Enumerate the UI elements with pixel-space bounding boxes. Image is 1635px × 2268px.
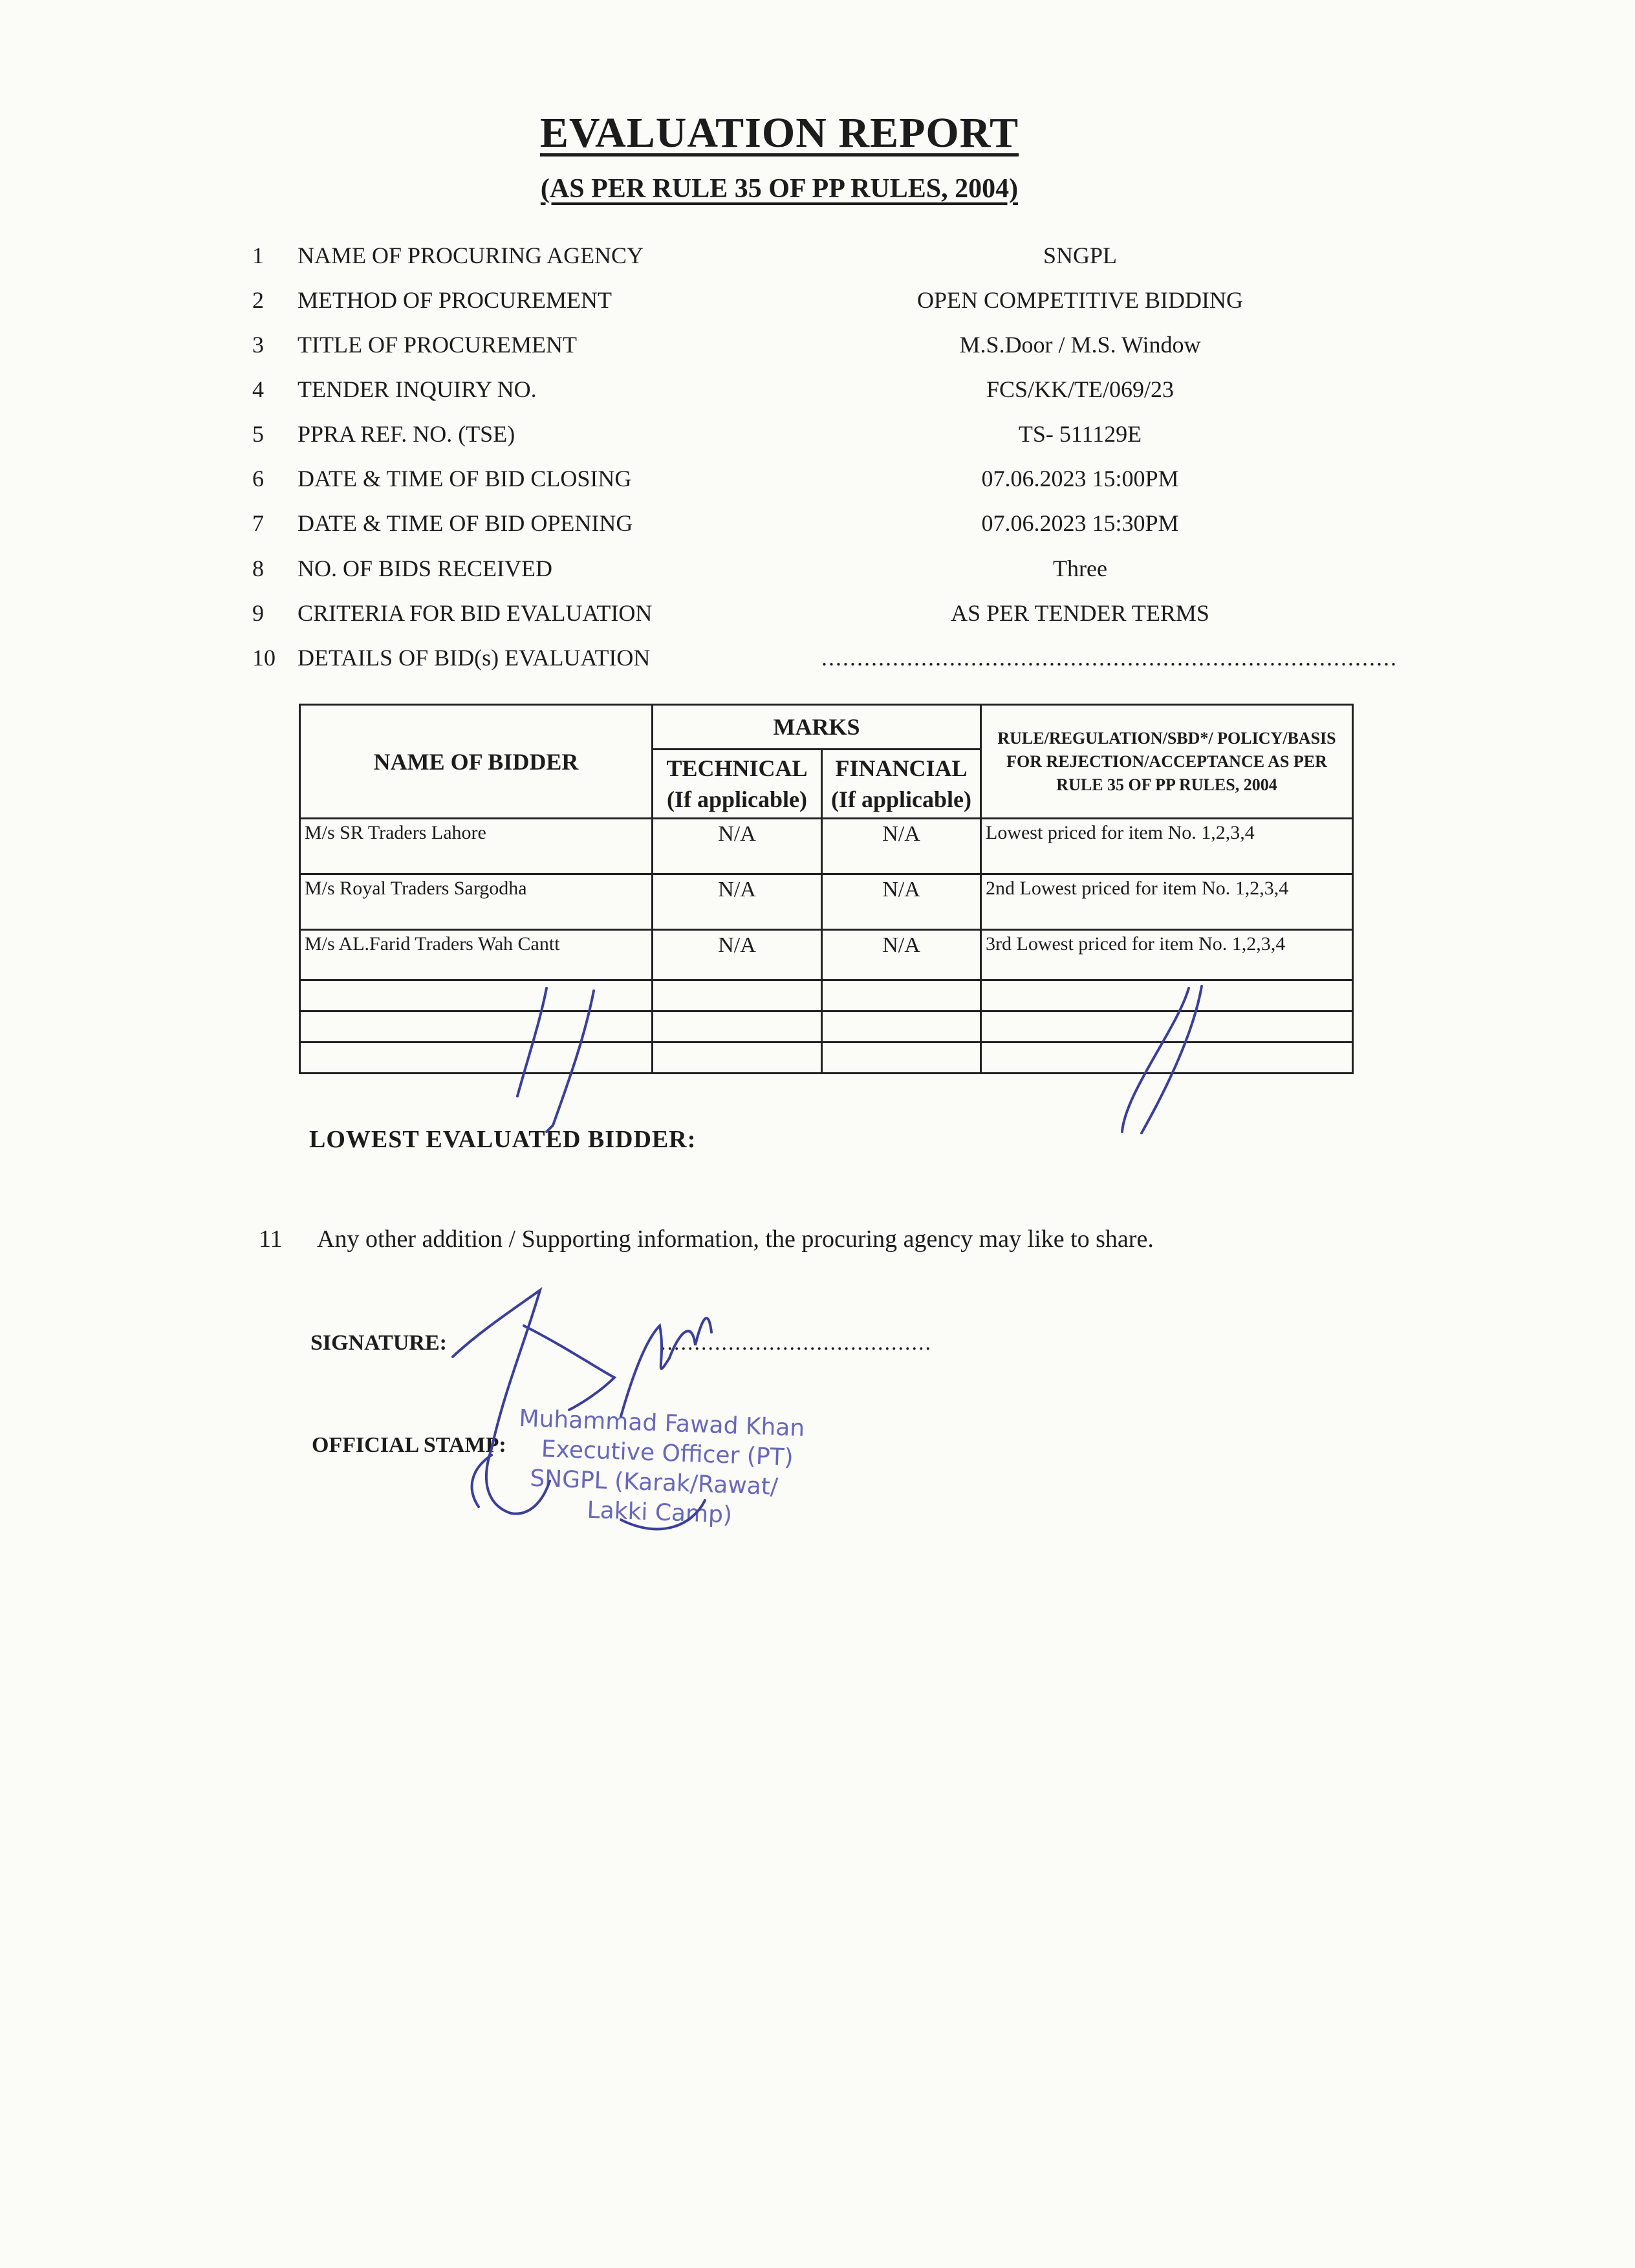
technical-header — [653, 750, 822, 819]
field-value: AS PER TENDER TERMS — [951, 600, 1209, 626]
field-value: M.S.Door / M.S. Window — [959, 332, 1201, 358]
stamp-line: SNGPL (Karak/Rawat/ — [529, 1465, 779, 1500]
field-number: 6 — [252, 466, 264, 491]
official-stamp — [515, 1404, 856, 1535]
table-header-row — [300, 705, 1353, 750]
table-row — [300, 819, 1353, 874]
field-label: DETAILS OF BID(s) EVALUATION — [298, 645, 651, 671]
lowest-evaluated-bidder-label: LOWEST EVALUATED BIDDER: — [309, 1126, 697, 1153]
bidder-name: M/s SR Traders Lahore — [300, 819, 653, 874]
field-label: TITLE OF PROCUREMENT — [298, 332, 577, 358]
signature-line — [310, 1331, 932, 1355]
field-label: DATE & TIME OF BID CLOSING — [298, 466, 632, 491]
field-label: NAME OF PROCURING AGENCY — [298, 243, 644, 268]
financial-if-applicable: (If applicable) — [830, 786, 971, 812]
signature-scrawl — [472, 1455, 492, 1507]
field-row-method — [0, 286, 1635, 325]
field-row-title — [0, 331, 1635, 370]
field-row-bid-closing — [0, 465, 1635, 504]
field-number: 5 — [252, 421, 264, 447]
field-value: FCS/KK/TE/069/23 — [986, 376, 1175, 402]
field-row-procuring-agency — [0, 242, 1635, 281]
empty-table-row — [300, 1011, 1353, 1042]
rule-basis-header: RULE/REGULATION/SBD*/ POLICY/BASIS FOR REJECTION/ACCEPTANCE AS PER RULE 35 OF PP RULES, 2004 — [981, 705, 1353, 819]
field-number: 11 — [259, 1226, 283, 1253]
technical-if-applicable: (If applicable) — [666, 786, 807, 812]
technical-header-label: TECHNICAL — [666, 755, 808, 781]
field-value: 07.06.2023 15:30PM — [981, 510, 1179, 536]
financial-mark: N/A — [822, 819, 981, 874]
field-value: 07.06.2023 15:00PM — [981, 466, 1179, 491]
financial-header — [822, 750, 981, 819]
field-label: PPRA REF. NO. (TSE) — [298, 421, 515, 447]
report-subtitle: (AS PER RULE 35 OF PP RULES, 2004) — [540, 174, 1019, 204]
field-value: Three — [1053, 556, 1107, 581]
evaluation-basis: Lowest priced for item No. 1,2,3,4 — [981, 819, 1353, 874]
bidder-name: M/s Royal Traders Sargodha — [300, 874, 653, 930]
field-number: 1 — [252, 243, 264, 268]
technical-mark: N/A — [653, 930, 822, 980]
field-number: 9 — [252, 600, 264, 626]
field-number: 8 — [252, 556, 264, 581]
field-value: OPEN COMPETITIVE BIDDING — [917, 287, 1243, 313]
table-row — [300, 930, 1353, 980]
supporting-info-text: Any other addition / Supporting information, the procuring agency may like to share. — [317, 1226, 1154, 1253]
technical-mark: N/A — [653, 819, 822, 874]
field-row-bids-received — [0, 555, 1635, 594]
stamp-line: Lakki Camp) — [586, 1496, 733, 1529]
field-number: 7 — [252, 510, 264, 536]
field-label: NO. OF BIDS RECEIVED — [298, 556, 553, 581]
evaluation-basis: 3rd Lowest priced for item No. 1,2,3,4 — [981, 930, 1353, 980]
financial-mark: N/A — [822, 874, 981, 930]
field-number: 2 — [252, 287, 264, 313]
field-label: TENDER INQUIRY NO. — [298, 376, 537, 402]
evaluation-basis: 2nd Lowest priced for item No. 1,2,3,4 — [981, 874, 1353, 930]
empty-table-row — [300, 980, 1353, 1011]
official-stamp-label: OFFICIAL STAMP: — [312, 1433, 506, 1457]
stamp-line: Executive Officer (PT) — [541, 1436, 794, 1471]
field-row-bid-opening — [0, 510, 1635, 548]
stamp-line: Muhammad Fawad Khan — [518, 1405, 805, 1442]
field-number: 4 — [252, 376, 264, 402]
report-title: EVALUATION REPORT — [539, 109, 1019, 157]
bidder-name-header: NAME OF BIDDER — [300, 705, 653, 819]
field-number: 3 — [252, 332, 264, 358]
field-label: METHOD OF PROCUREMENT — [298, 287, 612, 313]
field-number: 10 — [252, 645, 276, 671]
field-value: SNGPL — [1043, 243, 1118, 268]
table-row — [300, 874, 1353, 930]
field-row-tender-inquiry — [0, 376, 1635, 415]
field-row-ppra-ref — [0, 420, 1635, 459]
marks-header: MARKS — [653, 705, 981, 750]
field-label: CRITERIA FOR BID EVALUATION — [298, 600, 653, 626]
field-value: TS- 511129E — [1018, 421, 1142, 447]
signature-label: SIGNATURE: — [310, 1331, 447, 1355]
bid-evaluation-table — [299, 704, 1354, 1074]
technical-mark: N/A — [653, 874, 822, 930]
financial-header-label: FINANCIAL — [835, 755, 968, 781]
field-value-dotted-line: ................................................................................. — [821, 645, 1398, 671]
bidder-name: M/s AL.Farid Traders Wah Cantt — [300, 930, 653, 980]
signature-dotted-line: ........................................ — [660, 1331, 932, 1355]
field-row-bid-details — [0, 644, 1635, 683]
empty-table-row — [300, 1042, 1353, 1074]
financial-mark: N/A — [822, 930, 981, 980]
field-label: DATE & TIME OF BID OPENING — [298, 510, 633, 536]
field-row-criteria — [0, 599, 1635, 638]
